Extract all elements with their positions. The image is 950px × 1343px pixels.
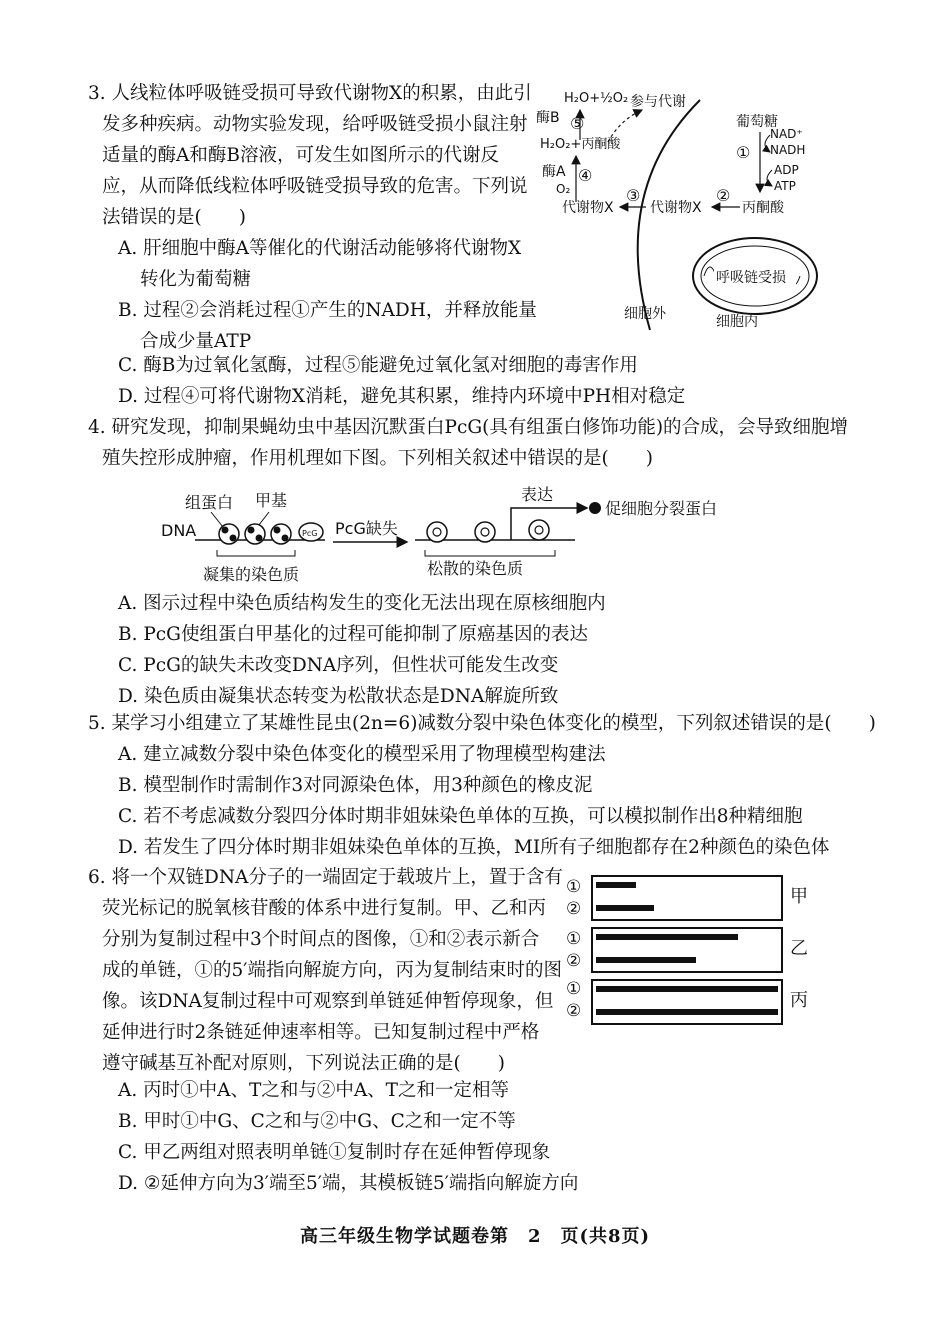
q4-option-c: C. PcG的缺失未改变DNA序列，但性状可能发生改变: [118, 655, 559, 676]
q3-options-cd: [88, 350, 888, 412]
label-nadh: NADH: [770, 143, 806, 157]
q5-option-c: C. 若不考虑减数分裂四分体时期非姐妹染色单体的互换，可以模拟制作出8种精细胞: [118, 806, 803, 827]
bing-strand2-label: ②: [566, 1001, 582, 1021]
label-pyruvate: 丙酮酸: [742, 200, 784, 216]
question-4: [88, 412, 918, 474]
nucleosome-2: [245, 524, 265, 544]
question-6: [88, 862, 568, 1079]
bracket-loose: [425, 550, 555, 556]
q3-option-a-2: 转化为葡萄糖: [140, 269, 252, 290]
q3-line-2: 发多种疾病。动物实验发现，给呼吸链受损小鼠注射: [102, 114, 528, 135]
q4-option-d: D. 染色质由凝集状态转变为松散状态是DNA解旋所致: [118, 686, 559, 707]
q3-line-3: 适量的酶A和酶B溶液，可发生如图所示的代谢反: [102, 145, 499, 166]
label-step5: ⑤: [570, 114, 585, 133]
label-protein: 促细胞分裂蛋白: [605, 499, 718, 518]
label-nad: NAD⁺: [770, 127, 803, 141]
label-h2o-o2: H₂O+½O₂: [564, 91, 629, 106]
q3-metabolism-diagram: [530, 80, 830, 340]
bing-strand1-bar: [596, 986, 778, 992]
label-o2: O₂: [556, 182, 571, 196]
jia-strand1-label: ①: [566, 877, 582, 897]
nucleosome-3: [271, 524, 291, 544]
question-5: [88, 708, 928, 863]
yi-strand2-label: ②: [566, 951, 582, 971]
label-outside: 细胞外: [624, 306, 666, 322]
q6-option-b: B. 甲时①中G、C之和与②中G、C之和一定不等: [118, 1111, 516, 1132]
q5-option-d: D. 若发生了四分体时期非姐妹染色单体的互换，MⅠ所有子细胞都存在2种颜色的染色体: [118, 837, 830, 858]
protein-dot: [589, 502, 601, 514]
label-yi: 乙: [790, 938, 808, 959]
yi-strand1-label: ①: [566, 929, 582, 949]
label-step4: ④: [578, 166, 593, 185]
arrow-express: [511, 508, 587, 540]
label-loose: 松散的染色质: [427, 559, 524, 578]
label-step3: ③: [626, 186, 641, 205]
bing-strand1-label: ①: [566, 979, 582, 999]
q3-option-a-1: A. 肝细胞中酶A等催化的代谢活动能够将代谢物X: [118, 238, 522, 259]
q6-option-c: C. 甲乙两组对照表明单链①复制时存在延伸暂停现象: [118, 1142, 551, 1163]
q6-option-a: A. 丙时①中A、T之和与②中A、T之和一定相等: [118, 1080, 510, 1101]
q6-option-d: D. ②延伸方向为3′端至5′端，其模板链5′端指向解旋方向: [118, 1173, 579, 1194]
label-enzyme-a: 酶A: [542, 164, 566, 180]
q5-option-a: A. 建立减数分裂中染色体变化的模型采用了物理模型构建法: [118, 744, 606, 765]
label-histone: 组蛋白: [185, 493, 234, 512]
q5-stem: 5. 某学习小组建立了某雄性昆虫(2n=6)减数分裂中染色体变化的模型，下列叙述错误的是( ): [88, 713, 876, 734]
label-step1: ①: [736, 143, 751, 162]
label-pcg-missing: PcG缺失: [335, 519, 398, 538]
label-metabolite-x-in: 代谢物X: [650, 200, 702, 216]
q6-line-1: 6. 将一个双链DNA分子的一端固定于载玻片上，置于含有: [88, 867, 563, 888]
q6-line-7: 遵守碱基互补配对原则，下列说法正确的是( ): [102, 1053, 505, 1074]
jia-strand2-bar: [596, 905, 654, 911]
q3-options-ab: [88, 233, 588, 357]
label-atp: ATP: [774, 179, 796, 193]
jia-strand2-label: ②: [566, 899, 582, 919]
bracket-condensed: [217, 550, 295, 556]
nucleosome-5: [475, 522, 495, 542]
label-dna: DNA: [161, 521, 197, 540]
q5-option-b: B. 模型制作时需制作3对同源染色体，用3种颜色的橡皮泥: [118, 775, 593, 796]
q4-option-b: B. PcG使组蛋白甲基化的过程可能抑制了原癌基因的表达: [118, 624, 588, 645]
label-adp: ADP: [774, 163, 799, 177]
bing-strand2-bar: [596, 1009, 778, 1015]
label-condensed: 凝集的染色质: [203, 565, 300, 584]
label-methyl: 甲基: [255, 491, 288, 510]
q3-option-b-2: 合成少量ATP: [140, 331, 252, 352]
yi-strand1-bar: [596, 934, 738, 940]
label-pcg: PcG: [302, 529, 318, 538]
q6-line-6: 延伸进行时2条链延伸速率相等。已知复制过程中严格: [102, 1022, 540, 1043]
q6-line-2: 荧光标记的脱氧核苷酸的体系中进行复制。甲、乙和丙: [102, 898, 547, 919]
label-express: 表达: [521, 485, 554, 504]
nucleosome-4: [427, 522, 447, 542]
label-h2o2-pyruvate: H₂O₂+丙酮酸: [540, 137, 621, 152]
q6-options: [88, 1075, 888, 1199]
label-enzyme-b: 酶B: [536, 110, 560, 126]
label-participate: 参与代谢: [630, 94, 686, 110]
label-step2: ②: [716, 186, 731, 205]
arrow-adp-atp: [767, 170, 772, 186]
q3-option-d: D. 过程④可将代谢物X消耗，避免其积累，维持内环境中PH相对稳定: [118, 386, 686, 407]
page-footer: 高三年级生物学试题卷第 2 页(共8页): [299, 1226, 651, 1247]
q3-line-5: 法错误的是( ): [102, 207, 246, 228]
nucleosome-1: [219, 524, 239, 544]
yi-strand2-bar: [596, 957, 696, 963]
label-metabolite-x-out: 代谢物X: [562, 200, 614, 216]
q3-option-b-1: B. 过程②会消耗过程①产生的NADH，并释放能量: [118, 300, 537, 321]
q4-line-2: 殖失控形成肿瘤，作用机理如下图。下列相关叙述中错误的是( ): [102, 448, 653, 469]
q6-replication-figure: [560, 868, 820, 1032]
q3-line-4: 应，从而降低线粒体呼吸链受损导致的危害。下列说: [102, 176, 528, 197]
question-3: [88, 78, 548, 233]
q6-line-3: 分别为复制过程中3个时间点的图像，①和②表示新合: [102, 929, 540, 950]
q3-option-c: C. 酶B为过氧化氢酶，过程⑤能避免过氧化氢对细胞的毒害作用: [118, 355, 638, 376]
nucleosome-6: [529, 520, 549, 540]
q6-line-4: 成的单链，①的5′端指向解旋方向，丙为复制结束时的图: [102, 960, 562, 981]
label-glucose: 葡萄糖: [736, 114, 778, 130]
jia-strand1-bar: [596, 882, 636, 888]
label-bing: 丙: [790, 990, 808, 1011]
label-resp-damage: 呼吸链受损: [716, 270, 786, 286]
q4-chromatin-diagram: [155, 478, 755, 590]
q3-line-1: 3. 人线粒体呼吸链受损可导致代谢物X的积累，由此引: [88, 83, 532, 104]
label-inside: 细胞内: [716, 314, 758, 330]
q6-line-5: 像。该DNA复制过程中可观察到单链延伸暂停现象，但: [102, 991, 554, 1012]
q4-line-1: 4. 研究发现，抑制果蝇幼虫中基因沉默蛋白PcG(具有组蛋白修饰功能)的合成，会导致细胞增: [88, 417, 849, 438]
q4-option-a: A. 图示过程中染色质结构发生的变化无法出现在原核细胞内: [118, 593, 606, 614]
q4-options: [88, 588, 888, 712]
label-jia: 甲: [790, 886, 808, 907]
